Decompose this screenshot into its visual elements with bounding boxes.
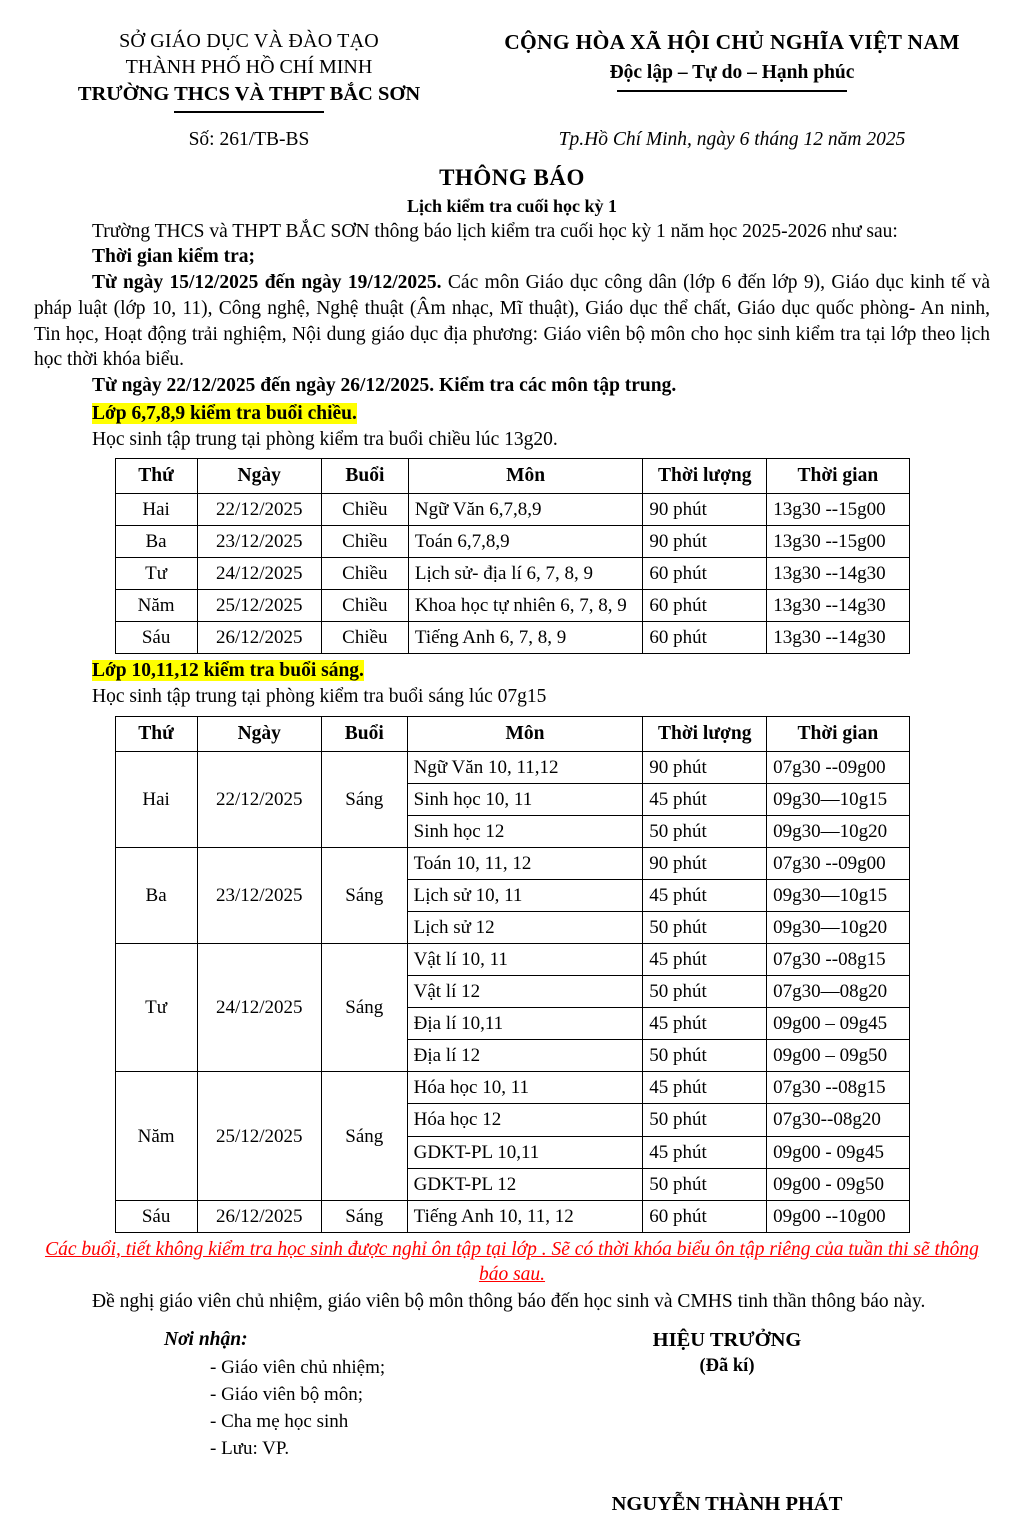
cell-thoi-luong: 45 phút: [643, 1136, 767, 1168]
table-row: [115, 590, 909, 622]
group-2-section: [0, 654, 1024, 709]
table-row: [115, 944, 909, 976]
cell-ngay: 23/12/2025: [197, 847, 321, 943]
group-1-highlight-line: [34, 401, 990, 427]
cell-buoi: Chiều: [321, 526, 408, 558]
recipients-list: [164, 1355, 494, 1463]
group-1-highlight: Lớp 6,7,8,9 kiểm tra buổi chiều.: [92, 402, 357, 424]
signature-area: [0, 1315, 1024, 1518]
cell-thoi-luong: 50 phút: [643, 815, 767, 847]
cell-thoi-luong: 90 phút: [643, 526, 767, 558]
cell-mon: Sinh học 12: [407, 815, 643, 847]
national-motto: Độc lập – Tự do – Hạnh phúc: [609, 62, 855, 84]
group-2-highlight: Lớp 10,11,12 kiểm tra buổi sáng.: [92, 660, 364, 682]
table-row: [115, 526, 909, 558]
cell-thoi-gian: 09g30—10g15: [767, 879, 909, 911]
principal-name: NGUYỄN THÀNH PHÁT: [611, 1492, 843, 1515]
review-note: [0, 1237, 1024, 1288]
national-title: CỘNG HÒA XÃ HỘI CHỦ NGHĨA VIỆT NAM: [504, 30, 960, 54]
cell-thoi-gian: 13g30 --14g30: [767, 558, 909, 590]
cell-thoi-gian: 07g30 --08g15: [767, 1072, 909, 1104]
col-buoi: Buổi: [321, 716, 407, 751]
table-header-row: [115, 716, 909, 751]
cell-mon: Hóa học 10, 11: [407, 1072, 643, 1104]
cell-buoi: Sáng: [321, 751, 407, 847]
group-1-note: Học sinh tập trung tại phòng kiểm tra buổi chiều lúc 13g20.: [92, 428, 558, 450]
cell-thoi-gian: 07g30--08g20: [767, 1104, 909, 1136]
cell-ngay: 23/12/2025: [197, 526, 321, 558]
col-thu: Thứ: [115, 716, 197, 751]
cell-buoi: Sáng: [321, 1072, 407, 1200]
recipients-title: Nơi nhận:: [164, 1329, 248, 1351]
cell-mon: GDKT-PL 12: [407, 1168, 643, 1200]
schedule-table-grade-6-9: [115, 458, 910, 654]
cell-thoi-luong: 45 phút: [643, 1008, 767, 1040]
cell-thoi-luong: 45 phút: [643, 1072, 767, 1104]
cell-thoi-luong: 90 phút: [643, 751, 767, 783]
cell-buoi: Sáng: [321, 847, 407, 943]
cell-ngay: 25/12/2025: [197, 1072, 321, 1200]
cell-thoi-gian: 13g30 --14g30: [767, 590, 909, 622]
cell-mon: Lịch sử 12: [407, 912, 643, 944]
principal-title: HIỆU TRƯỞNG: [652, 1329, 802, 1352]
list-item: - Giáo viên bộ môn;: [210, 1383, 364, 1405]
cell-ngay: 26/12/2025: [197, 622, 321, 654]
cell-mon: Tiếng Anh 6, 7, 8, 9: [408, 622, 642, 654]
header-divider-left: [174, 111, 324, 113]
cell-thoi-gian: 09g00 – 09g50: [767, 1040, 909, 1072]
cell-mon: GDKT-PL 10,11: [407, 1136, 643, 1168]
cell-thoi-luong: 45 phút: [643, 879, 767, 911]
signed-marker: (Đã kí): [699, 1356, 755, 1377]
schedule-table-grade-10-12: [115, 716, 910, 1233]
cell-thoi-gian: 07g30 --09g00: [767, 751, 909, 783]
cell-thoi-gian: 13g30 --14g30: [767, 622, 909, 654]
cell-buoi: Chiều: [321, 494, 408, 526]
col-thu: Thứ: [115, 459, 197, 494]
col-thoi-gian: Thời gian: [767, 716, 909, 751]
cell-ngay: 24/12/2025: [197, 944, 321, 1072]
cell-thoi-gian: 13g30 --15g00: [767, 526, 909, 558]
issuing-authority-block: [24, 28, 464, 113]
cell-thoi-luong: 60 phút: [643, 558, 767, 590]
cell-thu: Hai: [115, 494, 197, 526]
national-heading-block: [464, 28, 1000, 92]
cell-mon: Lịch sử 10, 11: [407, 879, 643, 911]
table-row: [115, 847, 909, 879]
cell-thoi-gian: 09g00 - 09g50: [767, 1168, 909, 1200]
cell-buoi: Chiều: [321, 558, 408, 590]
cell-thu: Sáu: [115, 1200, 197, 1232]
cell-thoi-gian: 09g30—10g20: [767, 815, 909, 847]
department-line-2: THÀNH PHỐ HỒ CHÍ MINH: [125, 56, 373, 79]
cell-mon: Toán 6,7,8,9: [408, 526, 642, 558]
table-row: [115, 494, 909, 526]
cell-thoi-gian: 09g00 – 09g45: [767, 1008, 909, 1040]
intro-paragraph: Trường THCS và THPT BẮC SƠN thông báo lịch kiểm tra cuối học kỳ 1 năm học 2025-2026 như sau:: [92, 220, 898, 242]
closing-section: [0, 1287, 1024, 1315]
cell-thoi-gian: 09g00 - 09g45: [767, 1136, 909, 1168]
cell-buoi: Chiều: [321, 590, 408, 622]
page-subtitle: Lịch kiểm tra cuối học kỳ 1: [407, 195, 617, 216]
closing-paragraph: Đề nghị giáo viên chủ nhiệm, giáo viên bộ môn thông báo đến học sinh và CMHS tinh thần thông báo này.: [92, 1291, 926, 1313]
place-and-date: Tp.Hồ Chí Minh, ngày 6 tháng 12 năm 2025: [558, 128, 906, 150]
cell-thoi-luong: 60 phút: [643, 1200, 767, 1232]
cell-thu: Hai: [115, 751, 197, 847]
cell-thu: Ba: [115, 847, 197, 943]
page-title: THÔNG BÁO: [439, 164, 585, 190]
cell-mon: Địa lí 10,11: [407, 1008, 643, 1040]
school-name: TRƯỜNG THCS VÀ THPT BẮC SƠN: [77, 82, 421, 105]
cell-thoi-luong: 45 phút: [643, 944, 767, 976]
cell-ngay: 26/12/2025: [197, 1200, 321, 1232]
cell-buoi: Chiều: [321, 622, 408, 654]
col-buoi: Buổi: [321, 459, 408, 494]
cell-mon: Ngữ Văn 6,7,8,9: [408, 494, 642, 526]
period-1-paragraph: [34, 270, 990, 373]
cell-thu: Tư: [115, 558, 197, 590]
col-ngay: Ngày: [197, 459, 321, 494]
col-mon: Môn: [408, 459, 642, 494]
document-header: [0, 0, 1024, 113]
period-1-detail: Các môn Giáo dục công dân (lớp 6 đến lớp 9), Giáo dục kinh tế và pháp luật (lớp 10, 11), Công nghệ, Nghệ thuật (Âm nhạc, Mĩ thuật), Giáo dục thể chất, Giáo dục quốc phòng- An ninh, Tin học, Hoạt động trải nghiệm, Nội dung giáo dục địa phương: Giáo viên bộ môn cho học sinh kiểm tra tại lớp theo lịch học thời khóa biểu.: [34, 272, 990, 371]
cell-mon: Tiếng Anh 10, 11, 12: [407, 1200, 643, 1232]
cell-thoi-gian: 07g30 --09g00: [767, 847, 909, 879]
cell-mon: Khoa học tự nhiên 6, 7, 8, 9: [408, 590, 642, 622]
cell-mon: Vật lí 12: [407, 976, 643, 1008]
cell-thoi-gian: 09g30—10g20: [767, 912, 909, 944]
cell-mon: Toán 10, 11, 12: [407, 847, 643, 879]
table-row: [115, 1200, 909, 1232]
cell-thoi-luong: 50 phút: [643, 1168, 767, 1200]
cell-thoi-luong: 45 phút: [643, 783, 767, 815]
cell-thoi-luong: 50 phút: [643, 1104, 767, 1136]
cell-mon: Ngữ Văn 10, 11,12: [407, 751, 643, 783]
review-note-text: Các buổi, tiết không kiểm tra học sinh được nghỉ ôn tập tại lớp . Sẽ có thời khóa biểu ôn tập riêng của tuần thi sẽ thông báo sau.: [45, 1238, 979, 1286]
table-header-row: [115, 459, 909, 494]
col-thoi-gian: Thời gian: [767, 459, 909, 494]
cell-thoi-luong: 50 phút: [643, 1040, 767, 1072]
cell-thoi-luong: 90 phút: [643, 847, 767, 879]
cell-thoi-gian: 07g30—08g20: [767, 976, 909, 1008]
cell-thu: Sáu: [115, 622, 197, 654]
col-mon: Môn: [407, 716, 643, 751]
recipients-block: [24, 1327, 494, 1518]
period-1-dates: Từ ngày 15/12/2025 đến ngày 19/12/2025.: [92, 272, 442, 294]
cell-buoi: Sáng: [321, 944, 407, 1072]
list-item: - Giáo viên chủ nhiệm;: [210, 1356, 386, 1378]
period-2-paragraph: Từ ngày 22/12/2025 đến ngày 26/12/2025. Kiểm tra các môn tập trung.: [92, 375, 677, 397]
cell-mon: Địa lí 12: [407, 1040, 643, 1072]
exam-time-heading: Thời gian kiểm tra;: [92, 246, 256, 268]
list-item: - Cha mẹ học sinh: [210, 1410, 349, 1432]
cell-thoi-gian: 09g30—10g15: [767, 783, 909, 815]
cell-buoi: Sáng: [321, 1200, 407, 1232]
cell-thoi-luong: 60 phút: [643, 590, 767, 622]
cell-thu: Năm: [115, 590, 197, 622]
cell-thoi-luong: 50 phút: [643, 912, 767, 944]
doc-meta-row: [0, 113, 1024, 153]
cell-thoi-luong: 60 phút: [643, 622, 767, 654]
cell-thoi-gian: 09g00 --10g00: [767, 1200, 909, 1232]
col-thoi-luong: Thời lượng: [643, 716, 767, 751]
col-ngay: Ngày: [197, 716, 321, 751]
cell-mon: Lịch sử- địa lí 6, 7, 8, 9: [408, 558, 642, 590]
cell-thu: Tư: [115, 944, 197, 1072]
document-number: Số: 261/TB-BS: [188, 128, 310, 150]
principal-block: [494, 1327, 1000, 1518]
table-row: [115, 558, 909, 590]
group-2-note: Học sinh tập trung tại phòng kiểm tra buổi sáng lúc 07g15: [92, 686, 547, 708]
cell-thoi-luong: 90 phút: [643, 494, 767, 526]
table-row: [115, 622, 909, 654]
title-block: [0, 163, 1024, 219]
cell-thu: Ba: [115, 526, 197, 558]
header-divider-right: [617, 90, 847, 92]
table-row: [115, 751, 909, 783]
cell-mon: Sinh học 10, 11: [407, 783, 643, 815]
group-2-highlight-line: [34, 658, 990, 684]
table-row: [115, 1072, 909, 1104]
department-line-1: SỞ GIÁO DỤC VÀ ĐÀO TẠO: [119, 30, 379, 52]
cell-ngay: 22/12/2025: [197, 494, 321, 526]
cell-thoi-gian: 13g30 --15g00: [767, 494, 909, 526]
list-item: - Lưu: VP.: [210, 1437, 290, 1459]
cell-mon: Vật lí 10, 11: [407, 944, 643, 976]
cell-ngay: 24/12/2025: [197, 558, 321, 590]
cell-ngay: 25/12/2025: [197, 590, 321, 622]
cell-ngay: 22/12/2025: [197, 751, 321, 847]
intro-section: [0, 219, 1024, 453]
cell-thoi-gian: 07g30 --08g15: [767, 944, 909, 976]
col-thoi-luong: Thời lượng: [643, 459, 767, 494]
cell-thu: Năm: [115, 1072, 197, 1200]
cell-mon: Hóa học 12: [407, 1104, 643, 1136]
cell-thoi-luong: 50 phút: [643, 976, 767, 1008]
